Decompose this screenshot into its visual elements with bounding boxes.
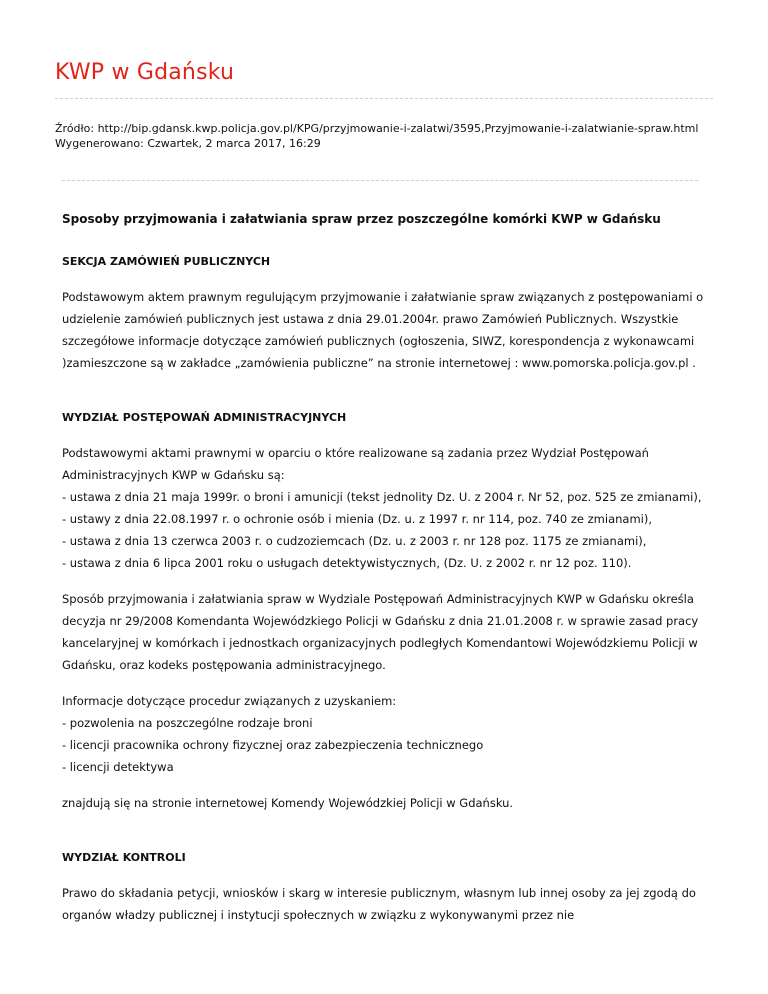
- list-item: - ustawa z dnia 13 czerwca 2003 r. o cudzoziemcach (Dz. u. z 2003 r. nr 128 poz. 1175 ze zmianami),: [62, 534, 647, 548]
- list-intro: Informacje dotyczące procedur związanych z uzyskaniem:: [62, 694, 397, 708]
- section-paragraph: znajdują się na stronie internetowej Komendy Wojewódzkiej Policji w Gdańsku.: [62, 796, 514, 810]
- source-url[interactable]: Źródło: http://bip.gdansk.kwp.policja.gov.pl/KPG/przyjmowanie-i-zalatwi/3595,Przyjmowanie-i-zalatwianie-spraw.html: [55, 122, 699, 135]
- section-heading: WYDZIAŁ KONTROLI: [62, 851, 186, 864]
- content-divider: [62, 180, 698, 181]
- site-title: KWP w Gdańsku: [55, 60, 235, 85]
- article-title: Sposoby przyjmowania i załatwiania spraw przez poszczególne komórki KWP w Gdańsku: [62, 212, 661, 226]
- list-item: - pozwolenia na poszczególne rodzaje broni: [62, 716, 313, 730]
- section-heading: WYDZIAŁ POSTĘPOWAŃ ADMINISTRACYJNYCH: [62, 411, 347, 424]
- list-item: - ustawa z dnia 6 lipca 2001 roku o usługach detektywistycznych, (Dz. U. z 2002 r. nr 12 poz. 110).: [62, 556, 632, 570]
- document-meta: [55, 121, 698, 151]
- list-item: - ustawy z dnia 22.08.1997 r. o ochronie osób i mienia (Dz. u. z 1997 r. nr 114, poz. 740 ze zmianami),: [62, 512, 652, 526]
- list-item: - licencji pracownika ochrony fizycznej oraz zabezpieczenia technicznego: [62, 738, 484, 752]
- section-paragraph: Prawo do składania petycji, wniosków i skarg w interesie publicznym, własnym lub innej osoby za jej zgodą do organów władzy publicznej i instytucji społecznych w związku z wykonywanymi przez nie: [62, 886, 696, 922]
- section-heading: SEKCJA ZAMÓWIEŃ PUBLICZNYCH: [62, 255, 271, 268]
- section-paragraph: [62, 442, 712, 574]
- generated-date: Wygenerowano: Czwartek, 2 marca 2017, 16:29: [55, 137, 321, 150]
- section-paragraph: [62, 690, 712, 778]
- article-body: [62, 210, 712, 926]
- list-intro: Podstawowymi aktami prawnymi w oparciu o które realizowane są zadania przez Wydział Postępowań Administracyjnych KWP w Gdańsku są:: [62, 446, 649, 482]
- list-item: - ustawa z dnia 21 maja 1999r. o broni i amunicji (tekst jednolity Dz. U. z 2004 r. Nr 52, poz. 525 ze zmianami),: [62, 490, 702, 504]
- header-divider: [55, 98, 713, 99]
- list-item: - licencji detektywa: [62, 760, 174, 774]
- section-paragraph: Podstawowym aktem prawnym regulującym przyjmowanie i załatwianie spraw związanych z postępowaniami o udzielenie zamówień publicznych jest ustawa z dnia 29.01.2004r. prawo Zamówień Publicznych. Wszystkie szczegółowe informacje dotyczące zamówień publicznych (ogłoszenia, SIWZ, korespondencja z wykonawcami )zamieszczone są w zakładce „zamówienia publiczne” na stronie internetowej : www.pomorska.policja.gov.pl .: [62, 290, 704, 370]
- section-paragraph: Sposób przyjmowania i załatwiania spraw w Wydziale Postępowań Administracyjnych KWP w Gdańsku określa decyzja nr 29/2008 Komendanta Wojewódzkiego Policji w Gdańsku z dnia 21.01.2008 r. w sprawie zasad pracy kancelaryjnej w komórkach i jednostkach organizacyjnych podległych Komendantowi Wojewódzkiemu Policji w Gdańsku, oraz kodeks postępowania administracyjnego.: [62, 592, 699, 672]
